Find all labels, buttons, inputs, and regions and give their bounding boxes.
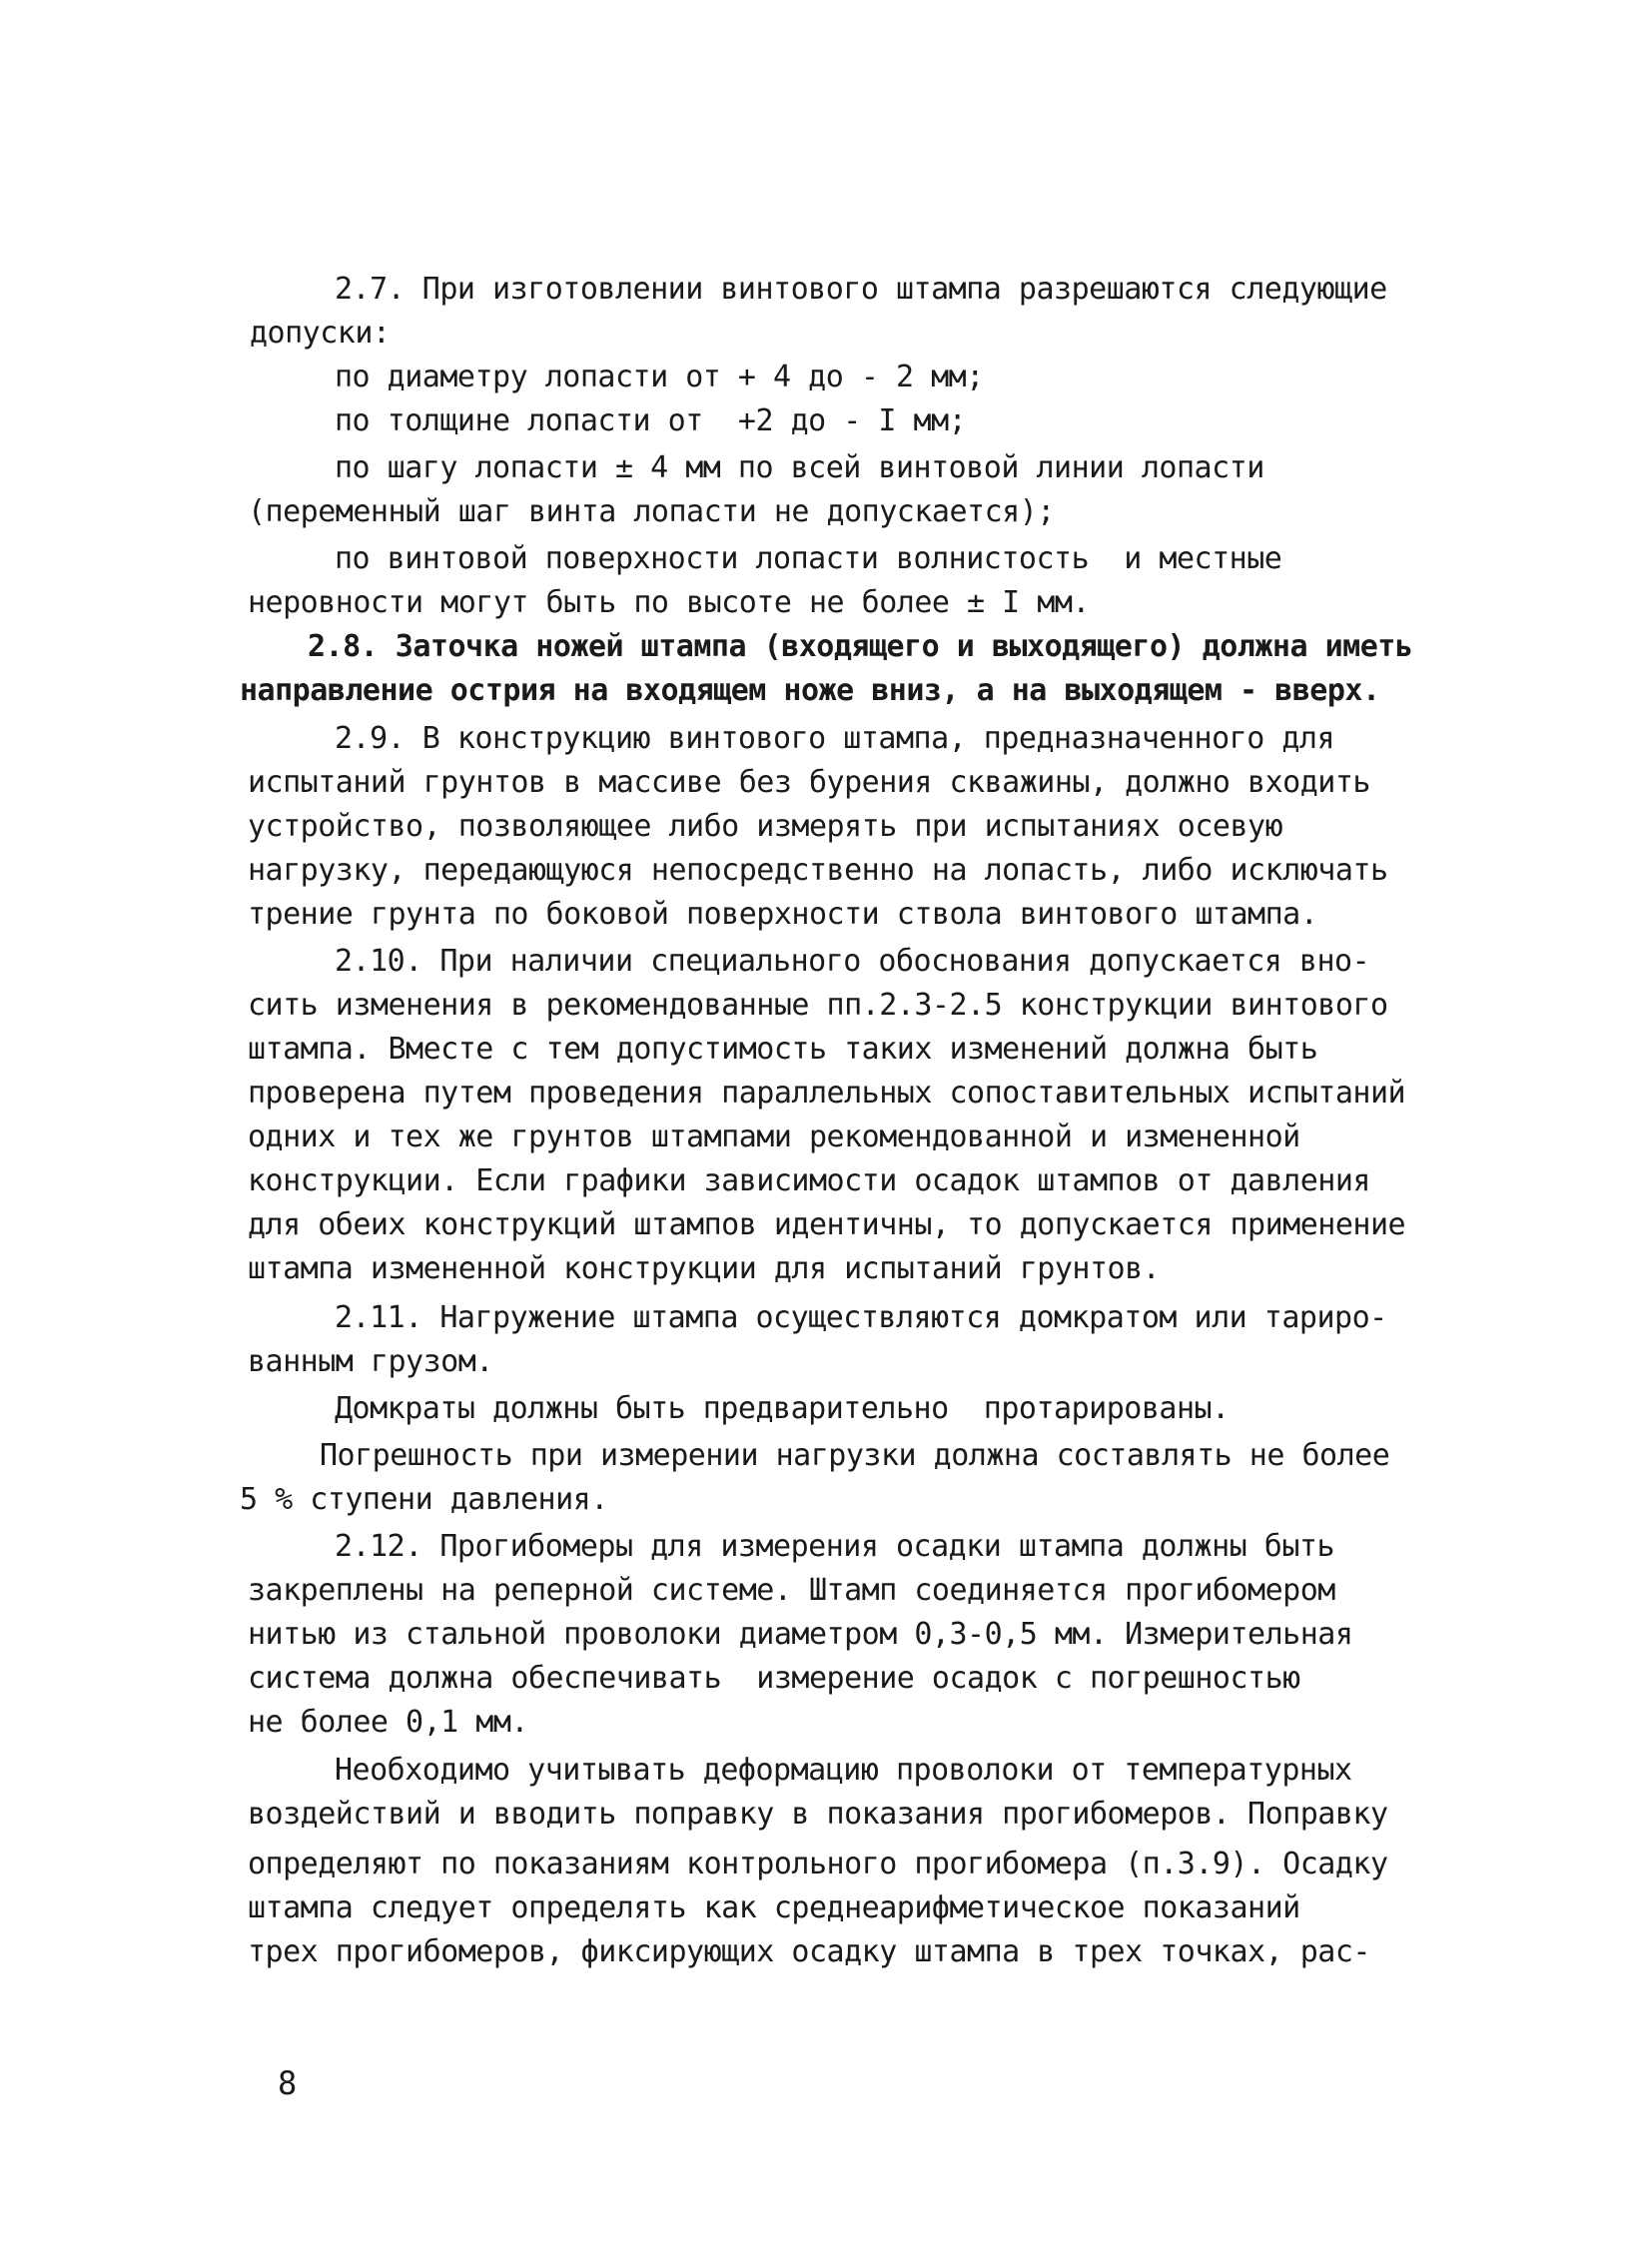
text-line: штампа следует определять как среднеарифметическое показаний xyxy=(248,1890,1300,1925)
text-line: нитью из стальной проволоки диаметром 0,3-0,5 мм. Измерительная xyxy=(248,1617,1353,1652)
text-line: 2.9. В конструкцию винтового штампа, предназначенного для xyxy=(335,721,1335,756)
text-line: по шагу лопасти ± 4 мм по всей винтовой линии лопасти xyxy=(335,450,1264,485)
text-line: штампа измененной конструкции для испытаний грунтов. xyxy=(248,1251,1161,1286)
text-line: трение грунта по боковой поверхности ствола винтового штампа. xyxy=(248,897,1318,932)
text-line: Погрешность при измерении нагрузки должна составлять не более xyxy=(320,1438,1390,1473)
text-line: 5 % ступени давления. xyxy=(240,1482,608,1517)
text-line: проверена путем проведения параллельных сопоставительных испытаний xyxy=(248,1076,1406,1111)
text-line: по винтовой поверхности лопасти волнистость и местные xyxy=(335,541,1282,576)
text-line: 2.12. Прогибомеры для измерения осадки штампа должны быть xyxy=(335,1529,1335,1564)
text-line: не более 0,1 мм. xyxy=(248,1705,528,1740)
page-number: 8 xyxy=(278,2064,298,2102)
text-line: определяют по показаниям контрольного прогибомера (п.3.9). Осадку xyxy=(248,1847,1388,1881)
text-line: сить изменения в рекомендованные пп.2.3-2.5 конструкции винтового xyxy=(248,988,1388,1023)
text-line: трех прогибомеров, фиксирующих осадку штампа в трех точках, рас- xyxy=(248,1934,1370,1969)
text-line: 2.10. При наличии специального обоснования допускается вно- xyxy=(335,944,1370,979)
text-line: по толщине лопасти от +2 до - I мм; xyxy=(335,403,967,438)
text-line: штампа. Вместе с тем допустимость таких изменений должна быть xyxy=(248,1032,1318,1067)
text-line: Необходимо учитывать деформацию проволоки от температурных xyxy=(335,1753,1352,1788)
text-line-bold: 2.8. Заточка ножей штампа (входящего и выходящего) должна иметь xyxy=(308,629,1413,664)
text-line: закреплены на реперной системе. Штамп соединяется прогибомером xyxy=(248,1573,1335,1608)
text-line: нагрузку, передающуюся непосредственно на лопасть, либо исключать xyxy=(248,853,1388,888)
text-line: допуски: xyxy=(250,316,391,351)
text-line: Домкраты должны быть предварительно протарированы. xyxy=(335,1391,1230,1426)
text-line-bold: направление острия на входящем ноже вниз, а на выходящем - вверх. xyxy=(240,673,1380,708)
text-line: устройство, позволяющее либо измерять при испытаниях осевую xyxy=(248,809,1283,844)
text-line: 2.7. При изготовлении винтового штампа разрешаются следующие xyxy=(335,272,1387,307)
text-line: испытаний грунтов в массиве без бурения скважины, должно входить xyxy=(248,765,1370,800)
text-line: одних и тех же грунтов штампами рекомендованной и измененной xyxy=(248,1120,1300,1154)
text-line: неровности могут быть по высоте не более ± I мм. xyxy=(248,585,1090,620)
text-line: по диаметру лопасти от + 4 до - 2 мм; xyxy=(335,360,984,394)
text-line: для обеих конструкций штампов идентичны, то допускается применение xyxy=(248,1207,1406,1242)
text-line: (переменный шаг винта лопасти не допускается); xyxy=(248,494,1055,529)
text-line: ванным грузом. xyxy=(248,1344,493,1379)
text-line: воздействий и вводить поправку в показания прогибомеров. Поправку xyxy=(248,1797,1388,1832)
text-line: система должна обеспечивать измерение осадок с погрешностью xyxy=(248,1661,1300,1696)
text-line: конструкции. Если графики зависимости осадок штампов от давления xyxy=(248,1163,1370,1198)
text-line: 2.11. Нагружение штампа осуществляются домкратом или тариро- xyxy=(335,1300,1387,1335)
